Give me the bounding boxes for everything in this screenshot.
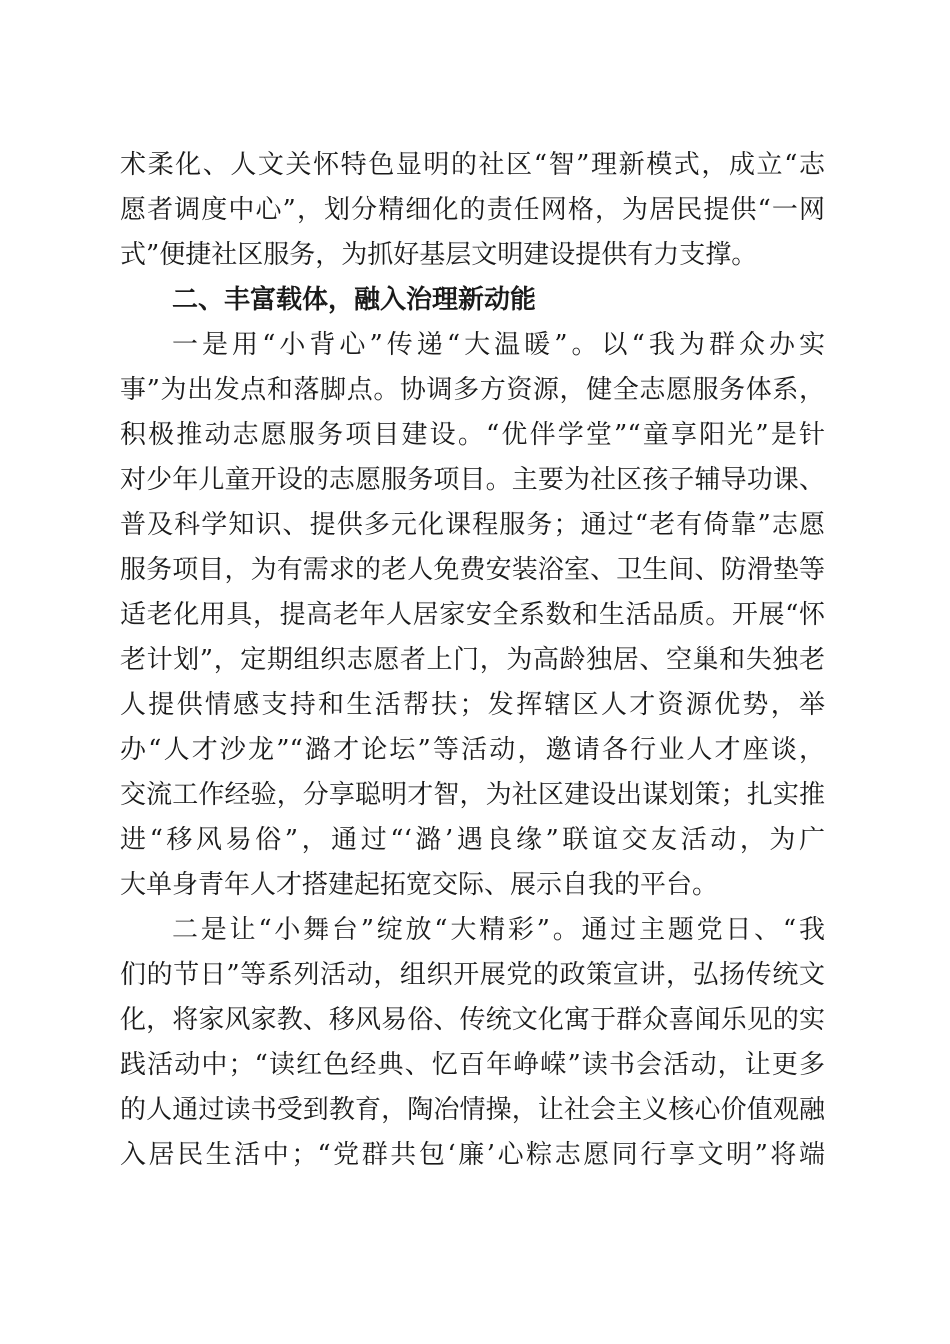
paragraph-line: 的人通过读书受到教育，陶冶情操，让社会主义核心价值观融 [120,1095,825,1125]
paragraph-line: 大单身青年人才搭建起拓宽交际、展示自我的平台。 [120,870,719,900]
paragraph-line: 普及科学知识、提供多元化课程服务；通过“老有倚靠”志愿 [120,510,825,540]
paragraph-line: 二是让“小舞台”绽放“大精彩”。通过主题党日、“我 [172,915,825,945]
paragraph-line: 积极推动志愿服务项目建设。“优伴学堂”“童享阳光”是针 [120,420,825,450]
paragraph-line: 化，将家风家教、移风易俗、传统文化寓于群众喜闻乐见的实 [120,1005,825,1035]
paragraph-line: 事”为出发点和落脚点。协调多方资源，健全志愿服务体系， [120,375,825,405]
paragraph-line: 式”便捷社区服务，为抓好基层文明建设提供有力支撑。 [120,240,758,270]
paragraph-line: 老计划”，定期组织志愿者上门，为高龄独居、空巢和失独老 [120,645,825,675]
paragraph-line: 术柔化、人文关怀特色显明的社区“智”理新模式，成立“志 [120,150,825,180]
paragraph-line: 进“移风易俗”，通过“‘潞’遇良缘”联谊交友活动，为广 [120,825,825,855]
paragraph-line: 践活动中；“读红色经典、忆百年峥嵘”读书会活动，让更多 [120,1050,825,1080]
paragraph-line: 人提供情感支持和生活帮扶；发挥辖区人才资源优势，举 [120,690,825,720]
paragraph-line: 对少年儿童开设的志愿服务项目。主要为社区孩子辅导功课、 [120,465,825,495]
paragraph-line: 们的节日”等系列活动，组织开展党的政策宣讲，弘扬传统文 [120,960,825,990]
paragraph-line: 交流工作经验，分享聪明才智，为社区建设出谋划策；扎实推 [120,780,825,810]
paragraph-line: 适老化用具，提高老年人居家安全系数和生活品质。开展“怀 [120,600,825,630]
paragraph-line: 入居民生活中；“党群共包‘廉’心粽志愿同行享文明”将端 [120,1140,825,1170]
paragraph-line: 愿者调度中心”，划分精细化的责任网格，为居民提供“一网 [120,195,825,225]
section-heading: 二、丰富载体，融入治理新动能 [172,285,537,315]
paragraph-line: 一是用“小背心”传递“大温暖”。以“我为群众办实 [172,330,825,360]
paragraph-line: 服务项目，为有需求的老人免费安装浴室、卫生间、防滑垫等 [120,555,825,585]
paragraph-line: 办“人才沙龙”“潞才论坛”等活动，邀请各行业人才座谈， [120,735,825,765]
